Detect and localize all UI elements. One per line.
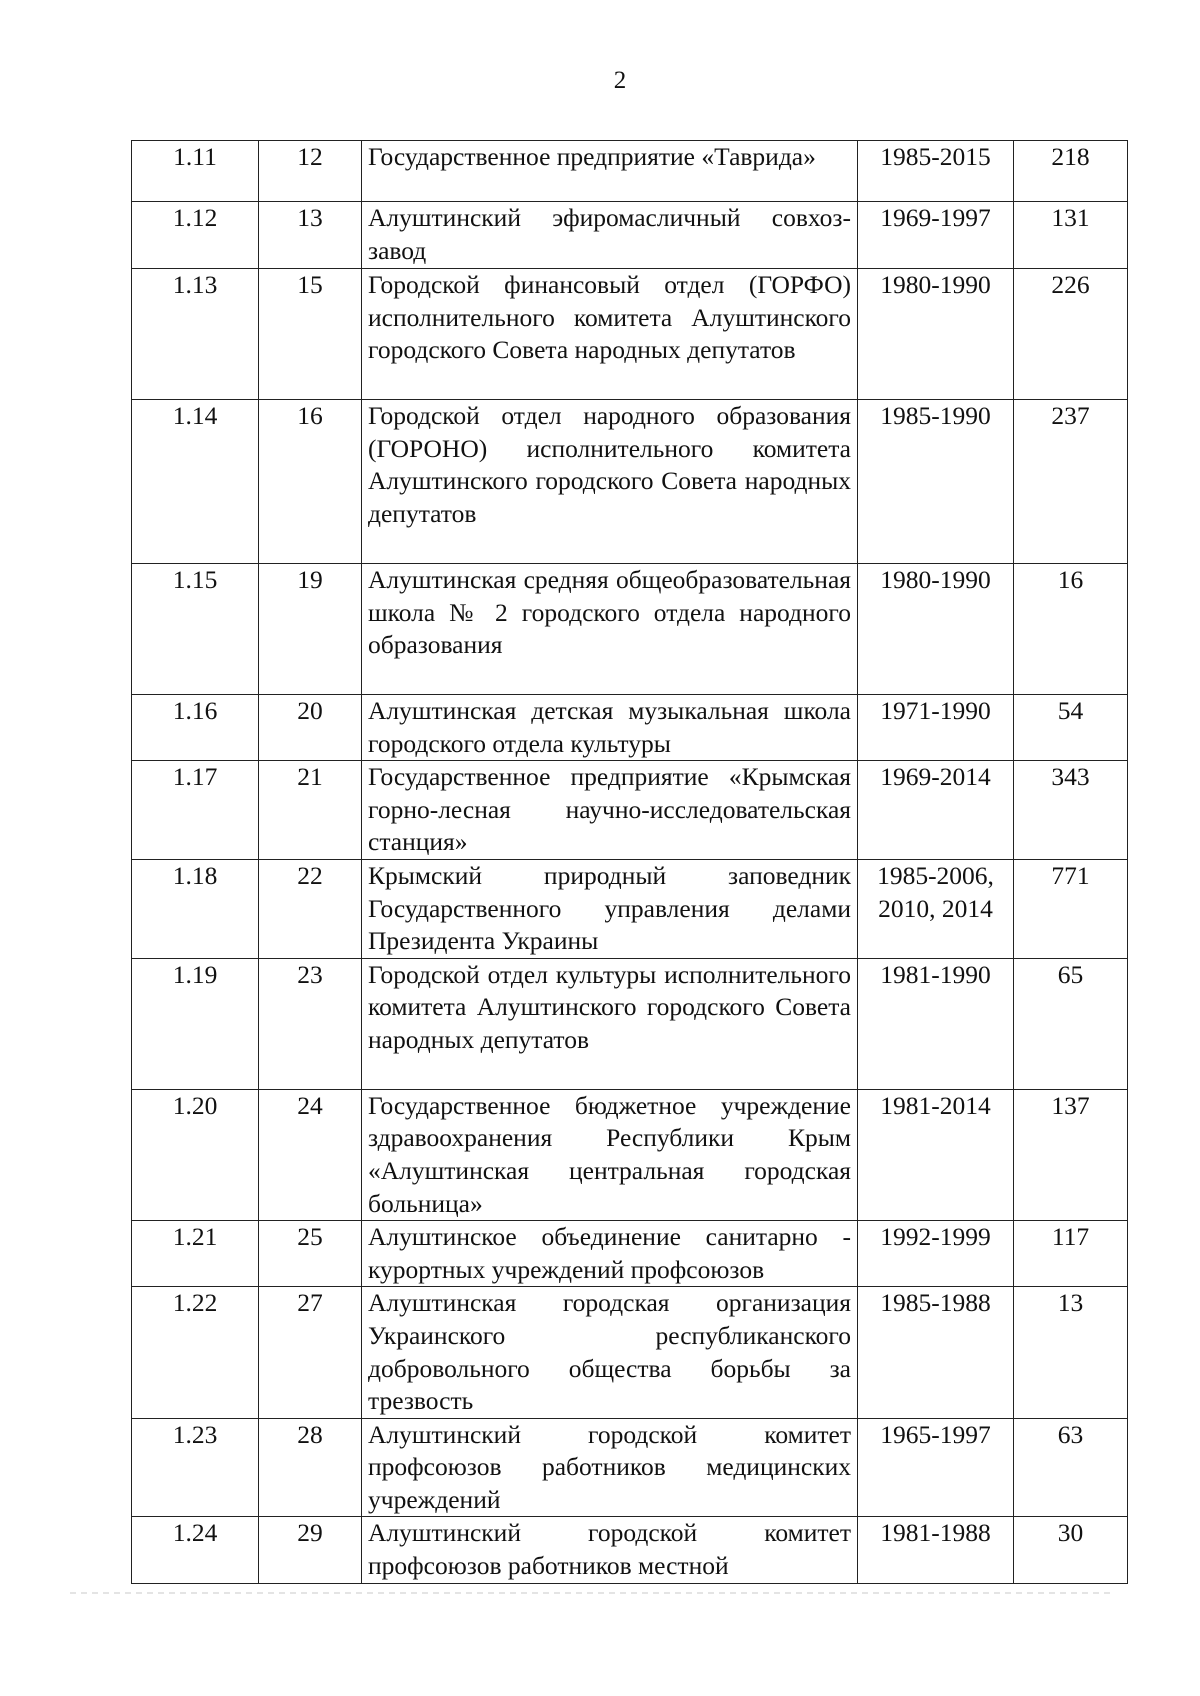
fund-number: 23 bbox=[259, 958, 362, 1089]
fund-number: 13 bbox=[259, 202, 362, 269]
row-number: 1.18 bbox=[132, 859, 259, 958]
years-range: 1981-1988 bbox=[858, 1517, 1014, 1583]
fund-number: 24 bbox=[259, 1089, 362, 1220]
fund-name: Государственное бюджетное учреждение здравоохранения Республики Крым «Алуштинская центральная городская больница» bbox=[362, 1089, 858, 1220]
fund-number: 22 bbox=[259, 859, 362, 958]
table-row bbox=[132, 761, 1128, 860]
row-number: 1.21 bbox=[132, 1221, 259, 1287]
items-count: 54 bbox=[1014, 695, 1128, 761]
fund-number: 21 bbox=[259, 761, 362, 860]
fund-name: Городской отдел культуры исполнительного комитета Алуштинского городского Совета народных депутатов bbox=[362, 958, 858, 1089]
fund-number: 15 bbox=[259, 269, 362, 400]
fund-number: 29 bbox=[259, 1517, 362, 1583]
fund-name: Городской финансовый отдел (ГОРФО) исполнительного комитета Алуштинского городского Совета народных депутатов bbox=[362, 269, 858, 400]
years-range: 1981-2014 bbox=[858, 1089, 1014, 1220]
years-range: 1985-1988 bbox=[858, 1287, 1014, 1418]
years-range: 1971-1990 bbox=[858, 695, 1014, 761]
years-range: 1985-2015 bbox=[858, 141, 1014, 202]
table-row bbox=[132, 269, 1128, 400]
items-count: 30 bbox=[1014, 1517, 1128, 1583]
years-range: 1992-1999 bbox=[858, 1221, 1014, 1287]
fund-number: 19 bbox=[259, 564, 362, 695]
archive-fund-table bbox=[131, 140, 1128, 1584]
table-row bbox=[132, 1287, 1128, 1418]
years-range: 1969-2014 bbox=[858, 761, 1014, 860]
row-number: 1.24 bbox=[132, 1517, 259, 1583]
fund-name: Алуштинская городская организация Украинского республиканского добровольного общества борьбы за трезвость bbox=[362, 1287, 858, 1418]
fund-name: Крымский природный заповедник Государственного управления делами Президента Украины bbox=[362, 859, 858, 958]
years-range: 1965-1997 bbox=[858, 1418, 1014, 1517]
row-number: 1.15 bbox=[132, 564, 259, 695]
table-row bbox=[132, 1418, 1128, 1517]
table-row bbox=[132, 1089, 1128, 1220]
table-row bbox=[132, 859, 1128, 958]
fund-name: Городской отдел народного образования (ГОРОНО) исполнительного комитета Алуштинского городского Совета народных депутатов bbox=[362, 400, 858, 564]
items-count: 131 bbox=[1014, 202, 1128, 269]
fund-name: Алуштинское объединение санитарно - курортных учреждений профсоюзов bbox=[362, 1221, 858, 1287]
row-number: 1.13 bbox=[132, 269, 259, 400]
years-range: 1985-2006, 2010, 2014 bbox=[858, 859, 1014, 958]
table-row bbox=[132, 202, 1128, 269]
fund-name: Алуштинский эфиромасличный совхоз-завод bbox=[362, 202, 858, 269]
scan-artifact-line bbox=[70, 1592, 1110, 1594]
items-count: 117 bbox=[1014, 1221, 1128, 1287]
fund-name: Алуштинская средняя общеобразовательная школа № 2 городского отдела народного образования bbox=[362, 564, 858, 695]
row-number: 1.19 bbox=[132, 958, 259, 1089]
years-range: 1985-1990 bbox=[858, 400, 1014, 564]
items-count: 226 bbox=[1014, 269, 1128, 400]
fund-name: Алуштинский городской комитет профсоюзов работников местной bbox=[362, 1517, 858, 1583]
items-count: 771 bbox=[1014, 859, 1128, 958]
years-range: 1980-1990 bbox=[858, 269, 1014, 400]
row-number: 1.11 bbox=[132, 141, 259, 202]
fund-name: Алуштинская детская музыкальная школа городского отдела культуры bbox=[362, 695, 858, 761]
table-row bbox=[132, 958, 1128, 1089]
table-row bbox=[132, 1221, 1128, 1287]
items-count: 137 bbox=[1014, 1089, 1128, 1220]
fund-number: 28 bbox=[259, 1418, 362, 1517]
row-number: 1.17 bbox=[132, 761, 259, 860]
row-number: 1.14 bbox=[132, 400, 259, 564]
row-number: 1.20 bbox=[132, 1089, 259, 1220]
items-count: 65 bbox=[1014, 958, 1128, 1089]
fund-number: 16 bbox=[259, 400, 362, 564]
fund-number: 25 bbox=[259, 1221, 362, 1287]
table-row bbox=[132, 141, 1128, 202]
items-count: 13 bbox=[1014, 1287, 1128, 1418]
fund-name: Государственное предприятие «Крымская горно-лесная научно-исследовательская станция» bbox=[362, 761, 858, 860]
row-number: 1.22 bbox=[132, 1287, 259, 1418]
page-number: 2 bbox=[613, 67, 627, 94]
table-row bbox=[132, 564, 1128, 695]
items-count: 63 bbox=[1014, 1418, 1128, 1517]
years-range: 1969-1997 bbox=[858, 202, 1014, 269]
fund-name: Государственное предприятие «Таврида» bbox=[362, 141, 858, 202]
items-count: 16 bbox=[1014, 564, 1128, 695]
table-row bbox=[132, 1517, 1128, 1583]
table-row bbox=[132, 695, 1128, 761]
fund-number: 27 bbox=[259, 1287, 362, 1418]
row-number: 1.23 bbox=[132, 1418, 259, 1517]
items-count: 218 bbox=[1014, 141, 1128, 202]
years-range: 1981-1990 bbox=[858, 958, 1014, 1089]
table-row bbox=[132, 400, 1128, 564]
years-range: 1980-1990 bbox=[858, 564, 1014, 695]
items-count: 343 bbox=[1014, 761, 1128, 860]
row-number: 1.12 bbox=[132, 202, 259, 269]
fund-number: 20 bbox=[259, 695, 362, 761]
items-count: 237 bbox=[1014, 400, 1128, 564]
fund-number: 12 bbox=[259, 141, 362, 202]
row-number: 1.16 bbox=[132, 695, 259, 761]
fund-name: Алуштинский городской комитет профсоюзов работников медицинских учреждений bbox=[362, 1418, 858, 1517]
